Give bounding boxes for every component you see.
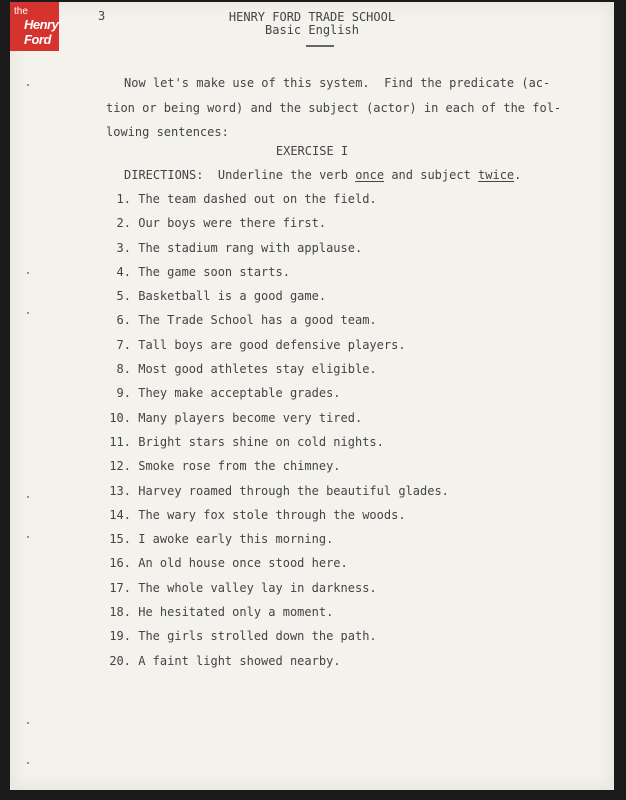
intro-line: lowing sentences: xyxy=(106,125,229,139)
sentence-item xyxy=(102,191,449,215)
sentence-item xyxy=(102,337,449,361)
exercise-title: EXERCISE I xyxy=(275,144,349,158)
sentence-item xyxy=(102,628,449,652)
sentence-item xyxy=(102,531,449,555)
sentence-number: 12. xyxy=(109,459,131,474)
sentence-item xyxy=(102,288,449,312)
sentence-item xyxy=(102,434,449,458)
sentence-item xyxy=(102,215,449,239)
sentence-item xyxy=(102,361,449,385)
sentence-text: Smoke rose from the chimney. xyxy=(138,459,341,474)
sentence-item xyxy=(102,410,449,434)
sentence-number: 10. xyxy=(109,410,131,425)
directions-mid: and subject xyxy=(384,168,479,182)
sentence-text: Most good athletes stay eligible. xyxy=(138,362,377,377)
sentence-item xyxy=(102,483,449,507)
sentence-number: 17. xyxy=(109,580,131,595)
paper-speck xyxy=(27,722,29,724)
sentence-item xyxy=(102,507,449,531)
sentence-item xyxy=(102,653,449,677)
sentence-number: 18. xyxy=(109,605,131,620)
page-number: 3 xyxy=(98,9,106,23)
sentence-number: 7. xyxy=(116,337,131,352)
directions-once: once xyxy=(355,168,385,182)
sentence-text: Basketball is a good game. xyxy=(138,289,327,304)
sentence-text: Bright stars shine on cold nights. xyxy=(138,434,384,449)
sentence-text: Tall boys are good defensive players. xyxy=(138,337,406,352)
sentence-item xyxy=(102,458,449,482)
sentence-text: The team dashed out on the field. xyxy=(138,192,377,206)
exercise-directions xyxy=(124,168,521,182)
paper-speck xyxy=(27,762,29,764)
sentence-item xyxy=(102,555,449,579)
sentence-item xyxy=(102,312,449,336)
sentence-number: 11. xyxy=(109,434,131,449)
sentence-number: 15. xyxy=(109,532,131,547)
paper-speck xyxy=(27,496,29,498)
sentence-text: Harvey roamed through the beautiful glades. xyxy=(138,483,449,498)
paper-speck xyxy=(27,536,29,538)
sentence-text: The girls strolled down the path. xyxy=(138,629,377,644)
document-page xyxy=(10,2,614,790)
sentence-number: 9. xyxy=(116,386,131,401)
directions-end: . xyxy=(514,168,522,182)
paper-speck xyxy=(27,272,29,274)
sentence-text: Our boys were there first. xyxy=(138,216,327,231)
sentence-item xyxy=(102,385,449,409)
sentence-number: 19. xyxy=(109,629,131,644)
logo-text-henry: Henry xyxy=(24,17,59,32)
sentence-number: 20. xyxy=(109,653,131,668)
sentence-text: Many players become very tired. xyxy=(138,410,363,425)
document-title: HENRY FORD TRADE SCHOOL xyxy=(228,10,396,24)
sentence-text: The Trade School has a good team. xyxy=(138,313,377,328)
sentence-number: 5. xyxy=(116,289,131,304)
paper-speck xyxy=(27,84,29,86)
document-subtitle: Basic English xyxy=(265,23,359,37)
sentence-number: 4. xyxy=(116,264,131,279)
sentence-number: 13. xyxy=(109,483,131,498)
logo-text-the: the xyxy=(14,6,28,17)
sentence-number: 1. xyxy=(116,192,131,206)
sentence-item xyxy=(102,604,449,628)
sentence-item xyxy=(102,580,449,604)
sentence-number: 16. xyxy=(109,556,131,571)
sentence-list xyxy=(102,191,449,677)
logo-text-ford: Ford xyxy=(24,32,51,47)
sentence-text: He hesitated only a moment. xyxy=(138,605,334,620)
sentence-text: I awoke early this morning. xyxy=(138,532,334,547)
sentence-text: The game soon starts. xyxy=(138,264,290,279)
sentence-text: The whole valley lay in darkness. xyxy=(138,580,377,595)
sentence-number: 14. xyxy=(109,507,131,522)
sentence-number: 6. xyxy=(116,313,131,328)
intro-line: Now let's make use of this system. Find the predicate (ac- xyxy=(124,76,551,90)
sentence-text: The wary fox stole through the woods. xyxy=(138,507,406,522)
intro-paragraph xyxy=(106,71,574,145)
intro-line: tion or being word) and the subject (actor) in each of the fol- xyxy=(106,100,562,115)
header-divider xyxy=(306,45,334,47)
sentence-number: 8. xyxy=(116,362,131,377)
directions-prefix: DIRECTIONS: Underline the verb xyxy=(124,168,356,182)
sentence-text: An old house once stood here. xyxy=(138,556,348,571)
sentence-text: They make acceptable grades. xyxy=(138,386,341,401)
sentence-number: 2. xyxy=(116,216,131,231)
sentence-text: The stadium rang with applause. xyxy=(138,240,363,255)
directions-twice: twice xyxy=(478,168,515,182)
sentence-item xyxy=(102,240,449,264)
paper-speck xyxy=(27,312,29,314)
sentence-number: 3. xyxy=(116,240,131,255)
sentence-text: A faint light showed nearby. xyxy=(138,653,341,668)
sentence-item xyxy=(102,264,449,288)
